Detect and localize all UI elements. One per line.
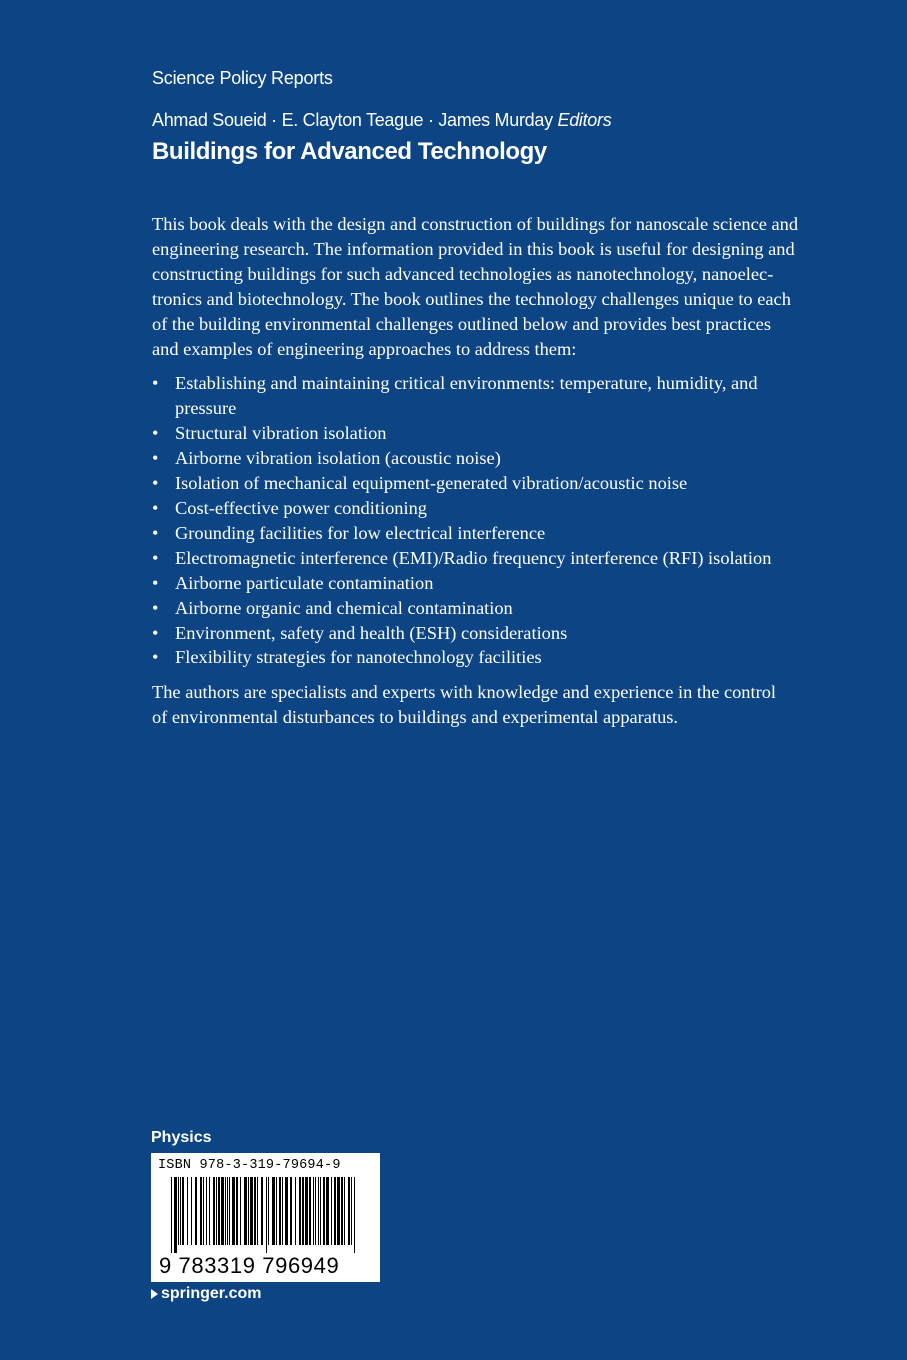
list-item: • Isolation of mechanical equipment-generated vibration/acoustic noise bbox=[152, 471, 775, 496]
barcode-bar bbox=[261, 1177, 263, 1245]
barcode-bar bbox=[227, 1177, 228, 1245]
barcode-bar bbox=[315, 1177, 316, 1245]
barcode-bar bbox=[290, 1177, 292, 1245]
intro-paragraph bbox=[152, 212, 832, 361]
barcode-bar bbox=[257, 1177, 258, 1245]
list-item: • Airborne vibration isolation (acoustic noise) bbox=[152, 446, 775, 471]
bullet-icon: • bbox=[152, 547, 159, 568]
barcode-bar bbox=[206, 1177, 207, 1245]
barcode-bar bbox=[232, 1177, 235, 1245]
closing-paragraph bbox=[152, 680, 832, 730]
barcode-bar bbox=[341, 1177, 343, 1245]
barcode-bar bbox=[272, 1177, 275, 1245]
subject-label: Physics bbox=[151, 1129, 212, 1146]
blurb bbox=[152, 212, 832, 730]
editors-line bbox=[152, 110, 611, 131]
isbn-barcode bbox=[151, 1153, 380, 1282]
barcode-bar bbox=[276, 1177, 277, 1245]
barcode-bar bbox=[187, 1177, 188, 1245]
barcode-bar bbox=[354, 1177, 355, 1253]
barcode-bar bbox=[216, 1177, 217, 1245]
series-name: Science Policy Reports bbox=[152, 68, 333, 88]
barcode-bar bbox=[285, 1177, 288, 1245]
intro-line: and examples of engineering approaches to address them: bbox=[152, 338, 577, 359]
closing-line: The authors are specialists and experts with knowledge and experience in the control bbox=[152, 682, 777, 703]
barcode-bar bbox=[299, 1177, 301, 1245]
bullet-icon: • bbox=[152, 373, 159, 394]
barcode-bar bbox=[203, 1177, 204, 1245]
barcode-bar bbox=[326, 1177, 329, 1245]
barcode-bar bbox=[344, 1177, 345, 1245]
barcode-bar bbox=[320, 1177, 321, 1245]
barcode-bar bbox=[337, 1177, 340, 1245]
barcode-bar bbox=[182, 1177, 184, 1245]
barcode-bar bbox=[295, 1177, 296, 1245]
closing-line: of environmental disturbances to buildings and experimental apparatus. bbox=[152, 707, 679, 728]
barcode-bar bbox=[178, 1177, 179, 1245]
barcode-bar bbox=[282, 1177, 283, 1245]
barcode-bar bbox=[266, 1177, 267, 1253]
barcode-bar bbox=[348, 1177, 350, 1245]
barcode-bar bbox=[240, 1177, 241, 1245]
barcode-bar bbox=[236, 1177, 238, 1245]
barcode-bar bbox=[254, 1177, 256, 1245]
barcode-bars-icon bbox=[171, 1177, 361, 1253]
barcode-bar bbox=[250, 1177, 253, 1245]
barcode-bar bbox=[171, 1177, 172, 1253]
list-item: • Structural vibration isolation bbox=[152, 421, 775, 446]
bullet-icon: • bbox=[152, 448, 159, 469]
barcode-bar bbox=[309, 1177, 311, 1245]
intro-line: constructing buildings for such advanced technologies as nanotechnology, nanoelec- bbox=[152, 263, 774, 284]
barcode-bar bbox=[302, 1177, 304, 1245]
barcode-bar bbox=[218, 1177, 220, 1245]
bullet-icon: • bbox=[152, 647, 159, 668]
list-item: • Cost-effective power conditioning bbox=[152, 496, 775, 521]
barcode-bar bbox=[334, 1177, 336, 1245]
barcode-bar bbox=[318, 1177, 319, 1245]
publisher-link[interactable] bbox=[151, 1285, 261, 1303]
barcode-bar bbox=[323, 1177, 325, 1245]
bullet-icon: • bbox=[152, 473, 159, 494]
list-item: • Environment, safety and health (ESH) considerations bbox=[152, 621, 775, 646]
barcode-bar bbox=[229, 1177, 230, 1245]
bullet-icon: • bbox=[152, 572, 159, 593]
barcode-bar bbox=[191, 1177, 192, 1245]
barcode-bar bbox=[225, 1177, 226, 1245]
editors-role: Editors bbox=[557, 110, 612, 130]
barcode-bar bbox=[313, 1177, 314, 1245]
barcode-bar bbox=[213, 1177, 215, 1245]
intro-line: This book deals with the design and construction of buildings for nanoscale science and bbox=[152, 214, 799, 234]
barcode-bar bbox=[351, 1177, 352, 1245]
isbn-text: ISBN 978-3-319-79694-9 bbox=[158, 1158, 341, 1173]
intro-line: tronics and biotechnology. The book outlines the technology challenges unique to each bbox=[152, 288, 791, 309]
intro-line: engineering research. The information provided in this book is useful for designing and bbox=[152, 238, 795, 259]
barcode-bar bbox=[244, 1177, 247, 1245]
challenges-list bbox=[152, 371, 832, 670]
bullet-icon: • bbox=[152, 597, 159, 618]
barcode-bar bbox=[331, 1177, 332, 1245]
bullet-icon: • bbox=[152, 522, 159, 543]
bullet-icon: • bbox=[152, 423, 159, 444]
barcode-bar bbox=[305, 1177, 308, 1245]
book-title: Buildings for Advanced Technology bbox=[152, 138, 547, 165]
barcode-bar bbox=[174, 1177, 177, 1253]
intro-line: of the building environmental challenges outlined below and provides best practices bbox=[152, 313, 771, 334]
barcode-bar bbox=[221, 1177, 224, 1245]
list-item: • Airborne organic and chemical contamination bbox=[152, 596, 775, 621]
ean-digits: 9 783319 796949 bbox=[159, 1253, 340, 1278]
list-item: • Electromagnetic interference (EMI)/Radio frequency interference (RFI) isolation bbox=[152, 546, 775, 571]
barcode-bar bbox=[195, 1177, 197, 1245]
editor-names: Ahmad Soueid · E. Clayton Teague · James Murday bbox=[152, 110, 553, 130]
barcode-bar bbox=[279, 1177, 281, 1245]
barcode-bar bbox=[200, 1177, 202, 1245]
list-item: • Airborne particulate contamination bbox=[152, 571, 775, 596]
barcode-bar bbox=[248, 1177, 249, 1245]
arrow-right-icon bbox=[151, 1289, 158, 1299]
barcode-bar bbox=[268, 1177, 269, 1245]
bullet-icon: • bbox=[152, 497, 159, 518]
list-item: • Establishing and maintaining critical environments: temperature, humidity, and pressure bbox=[152, 373, 758, 419]
publisher-url: springer.com bbox=[161, 1285, 262, 1302]
barcode-bar bbox=[180, 1177, 181, 1245]
list-item: • Flexibility strategies for nanotechnology facilities bbox=[152, 645, 775, 670]
barcode-bar bbox=[209, 1177, 210, 1245]
list-item: • Grounding facilities for low electrical interference bbox=[152, 521, 775, 546]
bullet-icon: • bbox=[152, 622, 159, 643]
